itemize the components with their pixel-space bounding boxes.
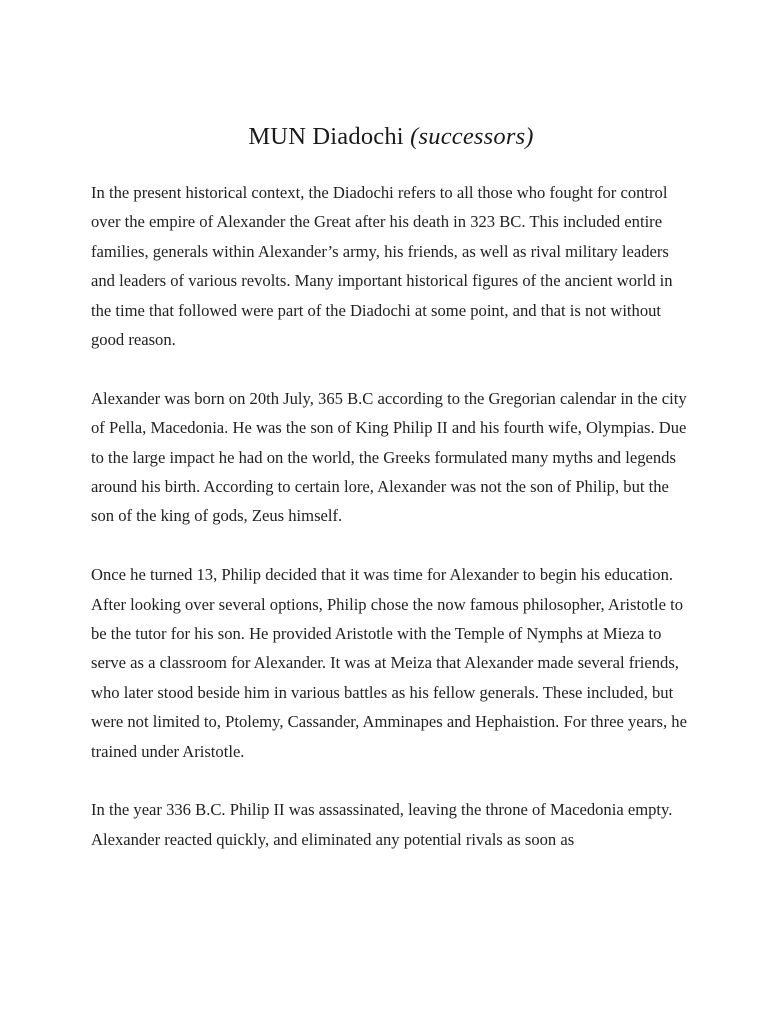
title-subtitle: (successors) — [410, 123, 534, 150]
paragraph-alexander-education: Once he turned 13, Philip decided that it was time for Alexander to begin his education. After looking over several options, Philip chose the now famous philosopher, Aristotle to be the tutor for his son. He provided Aristotle with the Temple of Nymphs at Mieza to serve as a classroom for Alexander. It was at Meiza that Alexander made several friends, who later stood beside him in various battles as his fellow generals. These included, but were not limited to, Ptolemy, Cassander, Amminapes and Hephaistion. For three years, he trained under Aristotle. — [91, 565, 687, 761]
paragraph-diadochi-definition: In the present historical context, the Diadochi refers to all those who fought for control over the empire of Alexander the Great after his death in 323 BC. This included entire families, generals within Alexander’s army, his friends, as well as rival military leaders and leaders of various revolts. Many important historical figures of the ancient world in the time that followed were part of the Diadochi at some point, and that is not without good reason. — [91, 183, 673, 350]
paragraph-alexander-birth: Alexander was born on 20th July, 365 B.C according to the Gregorian calendar in the city of Pella, Macedonia. He was the son of King Philip II and his fourth wife, Olympias. Due to the large impact he had on the world, the Greeks formulated many myths and legends around his birth. According to certain lore, Alexander was not the son of Philip, but the son of the king of gods, Zeus himself. — [91, 388, 687, 526]
paragraph-philip-assassination: In the year 336 B.C. Philip II was assassinated, leaving the throne of Macedonia empty. Alexander reacted quickly, and eliminated any potential rivals as soon as — [91, 800, 673, 849]
document-page — [91, 118, 691, 884]
document-title — [91, 118, 691, 156]
title-main: MUN Diadochi — [248, 123, 404, 150]
